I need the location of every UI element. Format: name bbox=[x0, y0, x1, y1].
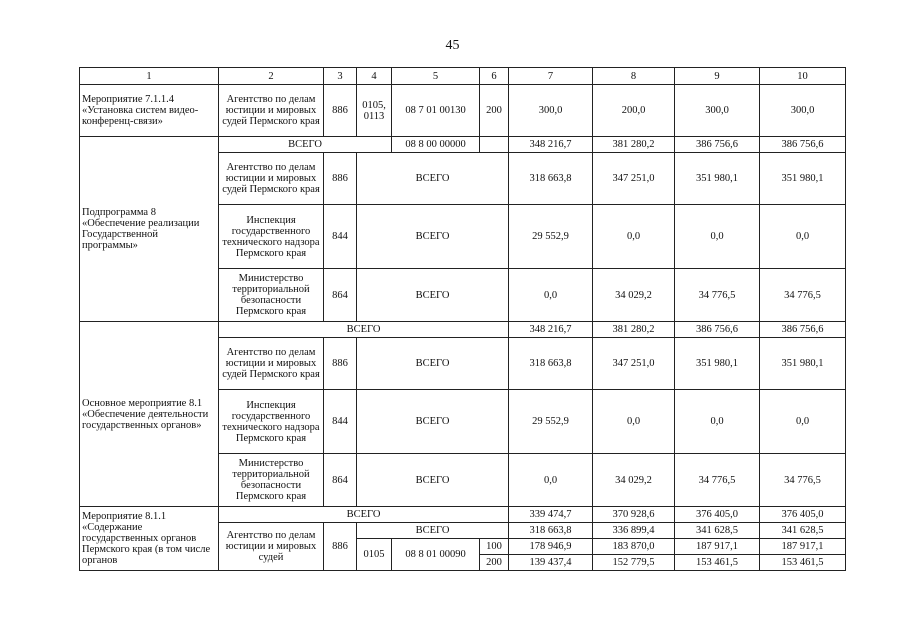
header-cell: 10 bbox=[760, 68, 846, 85]
header-cell: 7 bbox=[509, 68, 593, 85]
agency-cell: Агентство по делам юстиции и мировых судей Пермского края bbox=[219, 338, 324, 390]
total-label-cell: ВСЕГО bbox=[219, 137, 392, 153]
csr-cell: 08 8 01 00090 bbox=[392, 539, 480, 571]
value-cell: 0,0 bbox=[675, 205, 760, 269]
header-cell: 8 bbox=[593, 68, 675, 85]
total-label-cell: ВСЕГО bbox=[357, 205, 509, 269]
code-cell: 886 bbox=[324, 338, 357, 390]
value-cell: 200,0 bbox=[593, 85, 675, 137]
value-cell: 34 776,5 bbox=[675, 269, 760, 322]
code-cell: 886 bbox=[324, 523, 357, 571]
page-number: 45 bbox=[445, 38, 460, 53]
total-label-cell: ВСЕГО bbox=[357, 390, 509, 454]
value-cell: 351 980,1 bbox=[760, 153, 846, 205]
value-cell: 300,0 bbox=[675, 85, 760, 137]
value-cell: 0,0 bbox=[760, 205, 846, 269]
value-cell: 376 405,0 bbox=[675, 507, 760, 523]
program-name-cell: Подпрограмма 8 «Обеспечение реализации Государственной программы» bbox=[80, 137, 219, 322]
program-name-cell: Мероприятие 7.1.1.4 «Установка систем видео-конференц-связи» bbox=[80, 85, 219, 137]
value-cell: 178 946,9 bbox=[509, 539, 593, 555]
code-cell: 864 bbox=[324, 454, 357, 507]
header-cell: 2 bbox=[219, 68, 324, 85]
header-row bbox=[80, 68, 846, 85]
header-cell: 6 bbox=[480, 68, 509, 85]
program-name-cell: Мероприятие 8.1.1 «Содержание государственных органов Пермского края (в том числе органов bbox=[80, 507, 219, 571]
value-cell: 348 216,7 bbox=[509, 137, 593, 153]
value-cell: 34 776,5 bbox=[675, 454, 760, 507]
value-cell: 300,0 bbox=[509, 85, 593, 137]
agency-cell: Агентство по делам юстиции и мировых судей Пермского края bbox=[219, 85, 324, 137]
value-cell: 347 251,0 bbox=[593, 153, 675, 205]
agency-cell: Министерство территориальной безопасности Пермского края bbox=[219, 269, 324, 322]
value-cell: 187 917,1 bbox=[760, 539, 846, 555]
value-cell: 183 870,0 bbox=[593, 539, 675, 555]
value-cell: 34 776,5 bbox=[760, 269, 846, 322]
table-row bbox=[80, 85, 846, 137]
value-cell: 0,0 bbox=[509, 269, 593, 322]
value-cell: 29 552,9 bbox=[509, 205, 593, 269]
value-cell: 153 461,5 bbox=[675, 555, 760, 571]
value-cell: 300,0 bbox=[760, 85, 846, 137]
total-label-cell: ВСЕГО bbox=[219, 322, 509, 338]
vr-cell: 100 bbox=[480, 539, 509, 555]
value-cell: 29 552,9 bbox=[509, 390, 593, 454]
section-cell: 0105 bbox=[357, 539, 392, 571]
value-cell: 152 779,5 bbox=[593, 555, 675, 571]
value-cell: 351 980,1 bbox=[675, 153, 760, 205]
value-cell: 351 980,1 bbox=[675, 338, 760, 390]
table-row bbox=[80, 137, 846, 153]
agency-cell: Министерство территориальной безопасности Пермского края bbox=[219, 454, 324, 507]
header-cell: 4 bbox=[357, 68, 392, 85]
value-cell: 139 437,4 bbox=[509, 555, 593, 571]
value-cell: 341 628,5 bbox=[675, 523, 760, 539]
value-cell: 386 756,6 bbox=[675, 322, 760, 338]
value-cell: 187 917,1 bbox=[675, 539, 760, 555]
value-cell: 0,0 bbox=[760, 390, 846, 454]
value-cell: 34 029,2 bbox=[593, 454, 675, 507]
total-label-cell: ВСЕГО bbox=[357, 523, 509, 539]
total-label-cell: ВСЕГО bbox=[357, 153, 509, 205]
value-cell: 318 663,8 bbox=[509, 523, 593, 539]
program-name-cell: Основное мероприятие 8.1 «Обеспечение деятельности государственных органов» bbox=[80, 322, 219, 507]
header-cell: 5 bbox=[392, 68, 480, 85]
value-cell: 0,0 bbox=[593, 390, 675, 454]
code-cell: 886 bbox=[324, 85, 357, 137]
code-cell: 844 bbox=[324, 390, 357, 454]
agency-cell: Инспекция государственного технического надзора Пермского края bbox=[219, 205, 324, 269]
value-cell: 348 216,7 bbox=[509, 322, 593, 338]
code-cell: 886 bbox=[324, 153, 357, 205]
value-cell: 0,0 bbox=[675, 390, 760, 454]
value-cell: 34 776,5 bbox=[760, 454, 846, 507]
agency-cell: Агентство по делам юстиции и мировых судей Пермского края bbox=[219, 153, 324, 205]
value-cell: 381 280,2 bbox=[593, 322, 675, 338]
agency-cell: Агентство по делам юстиции и мировых судей bbox=[219, 523, 324, 571]
total-label-cell: ВСЕГО bbox=[357, 338, 509, 390]
code-cell: 864 bbox=[324, 269, 357, 322]
header-cell: 9 bbox=[675, 68, 760, 85]
vr-cell: 200 bbox=[480, 555, 509, 571]
value-cell: 34 029,2 bbox=[593, 269, 675, 322]
table-row bbox=[80, 507, 846, 523]
table-row bbox=[80, 322, 846, 338]
value-cell: 370 928,6 bbox=[593, 507, 675, 523]
total-label-cell: ВСЕГО bbox=[357, 269, 509, 322]
value-cell: 336 899,4 bbox=[593, 523, 675, 539]
header-cell: 3 bbox=[324, 68, 357, 85]
value-cell: 386 756,6 bbox=[760, 137, 846, 153]
value-cell: 318 663,8 bbox=[509, 153, 593, 205]
value-cell: 386 756,6 bbox=[760, 322, 846, 338]
vr-cell: 200 bbox=[480, 85, 509, 137]
code-cell: 844 bbox=[324, 205, 357, 269]
value-cell: 351 980,1 bbox=[760, 338, 846, 390]
budget-table bbox=[79, 67, 846, 571]
value-cell: 347 251,0 bbox=[593, 338, 675, 390]
value-cell: 0,0 bbox=[509, 454, 593, 507]
value-cell: 318 663,8 bbox=[509, 338, 593, 390]
value-cell: 381 280,2 bbox=[593, 137, 675, 153]
total-label-cell: ВСЕГО bbox=[219, 507, 509, 523]
total-label-cell: ВСЕГО bbox=[357, 454, 509, 507]
value-cell: 0,0 bbox=[593, 205, 675, 269]
empty-cell bbox=[480, 137, 509, 153]
section-cell: 0105, 0113 bbox=[357, 85, 392, 137]
agency-cell: Инспекция государственного технического надзора Пермского края bbox=[219, 390, 324, 454]
value-cell: 341 628,5 bbox=[760, 523, 846, 539]
value-cell: 339 474,7 bbox=[509, 507, 593, 523]
value-cell: 153 461,5 bbox=[760, 555, 846, 571]
header-cell: 1 bbox=[80, 68, 219, 85]
value-cell: 386 756,6 bbox=[675, 137, 760, 153]
value-cell: 376 405,0 bbox=[760, 507, 846, 523]
csr-cell: 08 7 01 00130 bbox=[392, 85, 480, 137]
csr-cell: 08 8 00 00000 bbox=[392, 137, 480, 153]
